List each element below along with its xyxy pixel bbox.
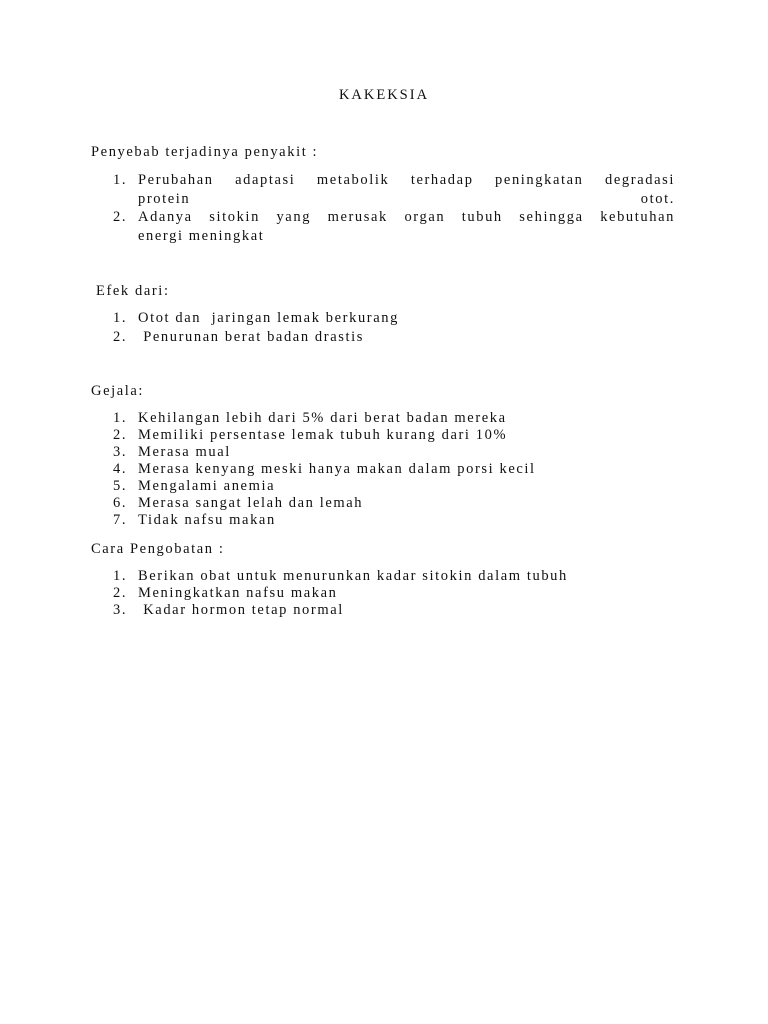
list-item-number: 2. <box>113 427 128 443</box>
list-item-number: 2. <box>113 585 128 601</box>
list-item-text-line1: Adanya sitokin yang merusak organ tubuh sehingga kebutuhan <box>138 209 675 225</box>
list-item <box>91 585 675 602</box>
list-item-text: Memiliki persentase lemak tubuh kurang dari 10% <box>138 427 508 443</box>
section-heading-efek: Efek dari: <box>96 283 170 299</box>
list-item <box>91 512 675 529</box>
list-item-text: Meningkatkan nafsu makan <box>138 585 338 601</box>
list-pengobatan <box>91 568 675 619</box>
list-item <box>91 410 675 427</box>
list-gejala <box>91 410 675 529</box>
section-heading-gejala: Gejala: <box>91 383 145 399</box>
document-title: KAKEKSIA <box>338 87 430 103</box>
list-item <box>91 309 675 328</box>
list-item-number: 6. <box>113 495 128 511</box>
list-item-text-line2: energi meningkat <box>138 227 265 244</box>
list-item-text: Merasa mual <box>138 444 231 460</box>
list-item-text: Kehilangan lebih dari 5% dari berat badan mereka <box>138 410 507 426</box>
list-item-text: Mengalami anemia <box>138 478 276 494</box>
list-item-text: Penurunan berat badan drastis <box>138 329 364 345</box>
list-item-number: 2. <box>113 329 128 345</box>
list-item-text-line1: Perubahan adaptasi metabolik terhadap peningkatan degradasi <box>138 172 675 188</box>
list-item-number: 2. <box>113 209 128 225</box>
list-item <box>91 568 675 585</box>
list-item-text: Tidak nafsu makan <box>138 512 276 528</box>
list-item-number: 1. <box>113 568 128 584</box>
list-item <box>91 461 675 478</box>
list-item <box>91 208 675 245</box>
list-item-text-line2: protein otot. <box>138 190 675 207</box>
list-item-text: Otot dan jaringan lemak berkurang <box>138 310 399 326</box>
list-item <box>91 171 675 208</box>
list-item-number: 5. <box>113 478 128 494</box>
list-item <box>91 444 675 461</box>
list-item <box>91 427 675 444</box>
list-item <box>91 328 675 347</box>
list-item <box>91 602 675 619</box>
list-item-number: 3. <box>113 444 128 460</box>
list-item-number: 4. <box>113 461 128 477</box>
list-item-number: 1. <box>113 410 128 426</box>
list-item-text <box>138 171 675 208</box>
list-item <box>91 495 675 512</box>
section-heading-penyebab: Penyebab terjadinya penyakit : <box>91 144 319 160</box>
list-item <box>91 478 675 495</box>
list-item-text: Merasa sangat lelah dan lemah <box>138 495 364 511</box>
list-item-text: Merasa kenyang meski hanya makan dalam porsi kecil <box>138 461 536 477</box>
list-item-text: Kadar hormon tetap normal <box>138 602 344 618</box>
list-efek <box>91 309 675 347</box>
list-item-number: 1. <box>113 172 128 188</box>
section-heading-pengobatan: Cara Pengobatan : <box>91 541 225 557</box>
list-penyebab <box>91 171 675 245</box>
list-item-number: 7. <box>113 512 128 528</box>
list-item-number: 3. <box>113 602 128 618</box>
list-item-text: Berikan obat untuk menurunkan kadar sitokin dalam tubuh <box>138 568 568 584</box>
list-item-number: 1. <box>113 310 128 326</box>
list-item-text <box>138 208 675 245</box>
